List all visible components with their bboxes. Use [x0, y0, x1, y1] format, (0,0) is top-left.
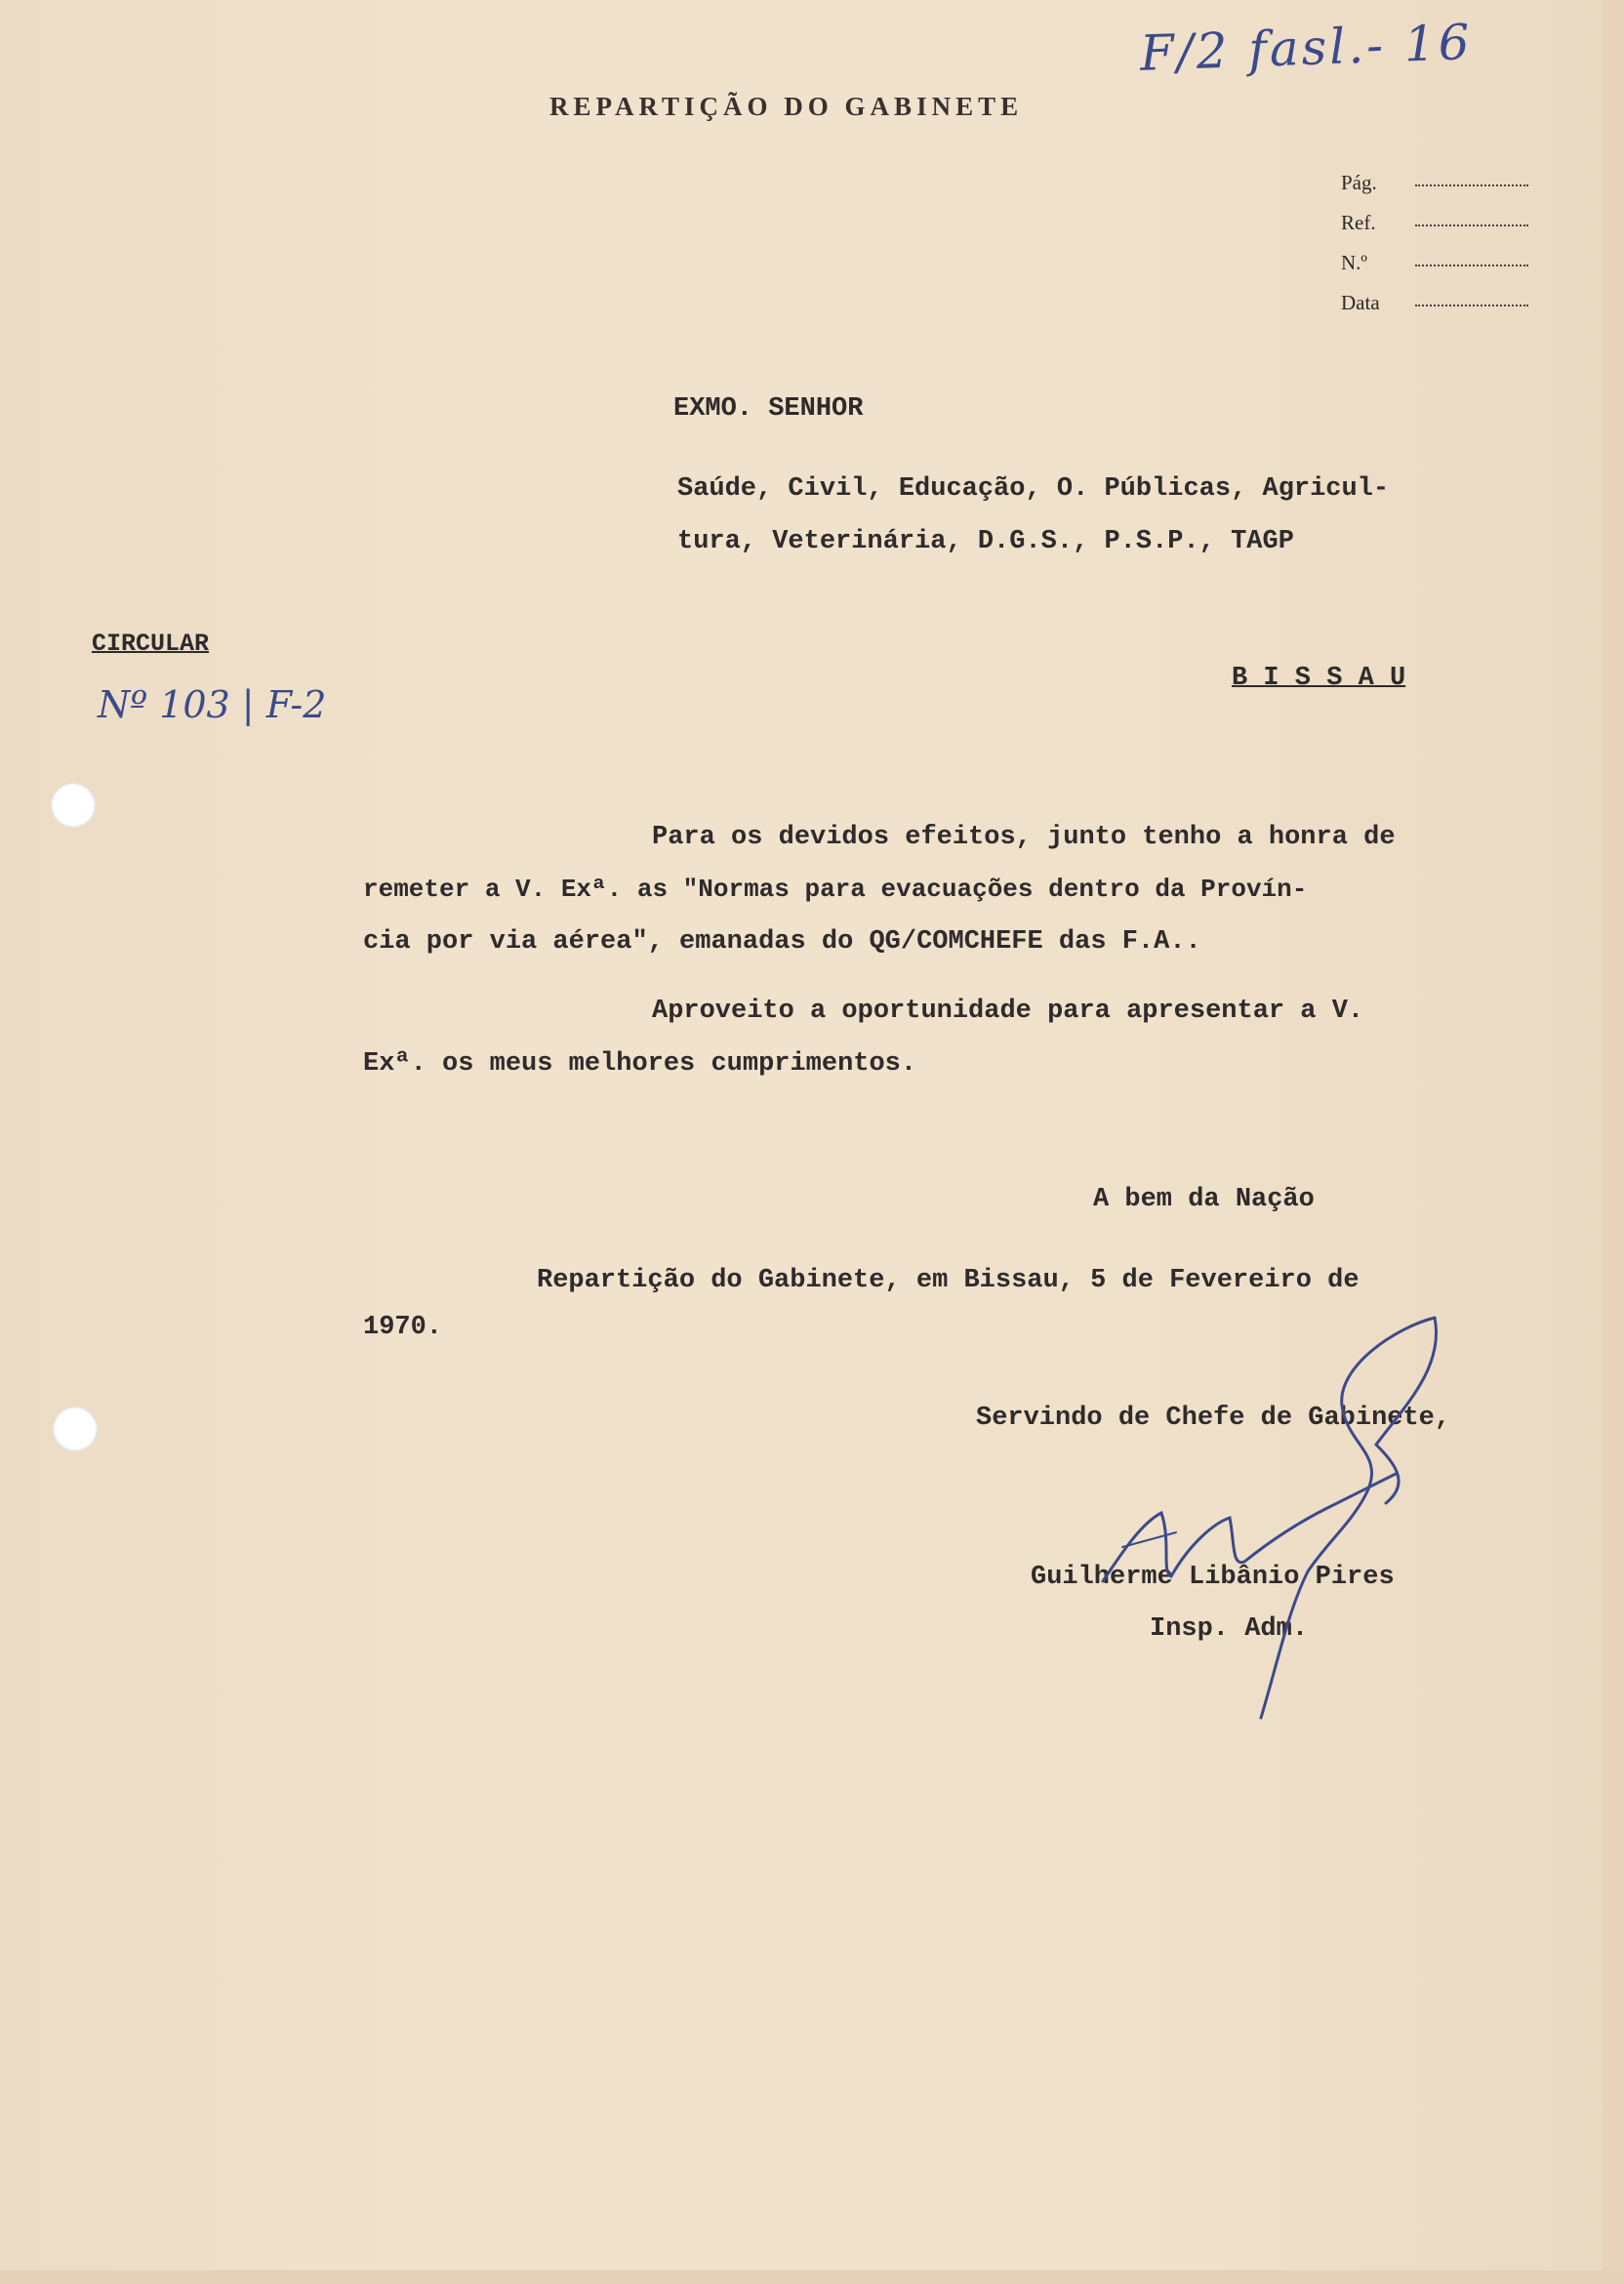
paragraph-2-line-2: Exª. os meus melhores cumprimentos. — [363, 1049, 917, 1079]
recipients-line-2: tura, Veterinária, D.G.S., P.S.P., TAGP — [677, 527, 1294, 556]
paragraph-2-line-1: Aproveito a oportunidade para apresentar a V. — [652, 997, 1364, 1026]
paragraph-1-line-2: remeter a V. Exª. as "Normas para evacuações dentro da Provín- — [363, 875, 1308, 904]
salutation: EXMO. SENHOR — [673, 394, 864, 424]
ref-field-line — [1415, 224, 1528, 226]
ref-field-line — [1415, 265, 1528, 266]
signer-title: Insp. Adm. — [1150, 1614, 1309, 1644]
ref-field-line — [1415, 184, 1528, 186]
department-header: REPARTIÇÃO DO GABINETE — [549, 92, 1024, 121]
page-edge-right — [1603, 0, 1624, 2284]
handwritten-archive-note: F/2 fasl.- 16 — [1139, 14, 1474, 82]
punch-hole-top — [51, 783, 96, 828]
ref-field-label: N.º — [1341, 251, 1367, 274]
handwritten-circular-number: Nº 103 | F-2 — [98, 683, 327, 726]
signer-role: Servindo de Chefe de Gabinete, — [976, 1404, 1451, 1433]
location-bissau: B I S S A U — [1232, 664, 1406, 693]
ref-field-label: Pág. — [1341, 171, 1377, 194]
ref-field-number — [1341, 251, 1367, 275]
circular-label: CIRCULAR — [92, 630, 210, 658]
punch-hole-bottom — [53, 1407, 98, 1451]
ref-field-date — [1341, 291, 1380, 315]
signer-name: Guilherme Libânio Pires — [1031, 1563, 1395, 1592]
ref-field-page — [1341, 171, 1377, 195]
recipients-line-1: Saúde, Civil, Educação, O. Públicas, Agricul- — [677, 474, 1390, 504]
ref-field-line — [1415, 305, 1528, 306]
ref-field-label: Data — [1341, 291, 1380, 314]
closing-motto: A bem da Nação — [1093, 1185, 1315, 1214]
place-date-line-1: Repartição do Gabinete, em Bissau, 5 de Fevereiro de — [537, 1266, 1360, 1295]
paragraph-1-line-1: Para os devidos efeitos, junto tenho a honra de — [652, 823, 1396, 852]
place-date-line-2: 1970. — [363, 1313, 443, 1342]
paragraph-1-line-3: cia por via aérea", emanadas do QG/COMCHEFE das F.A.. — [363, 927, 1201, 957]
page-edge-bottom — [0, 2270, 1624, 2284]
ref-field-ref — [1341, 211, 1376, 235]
ref-field-label: Ref. — [1341, 211, 1376, 234]
